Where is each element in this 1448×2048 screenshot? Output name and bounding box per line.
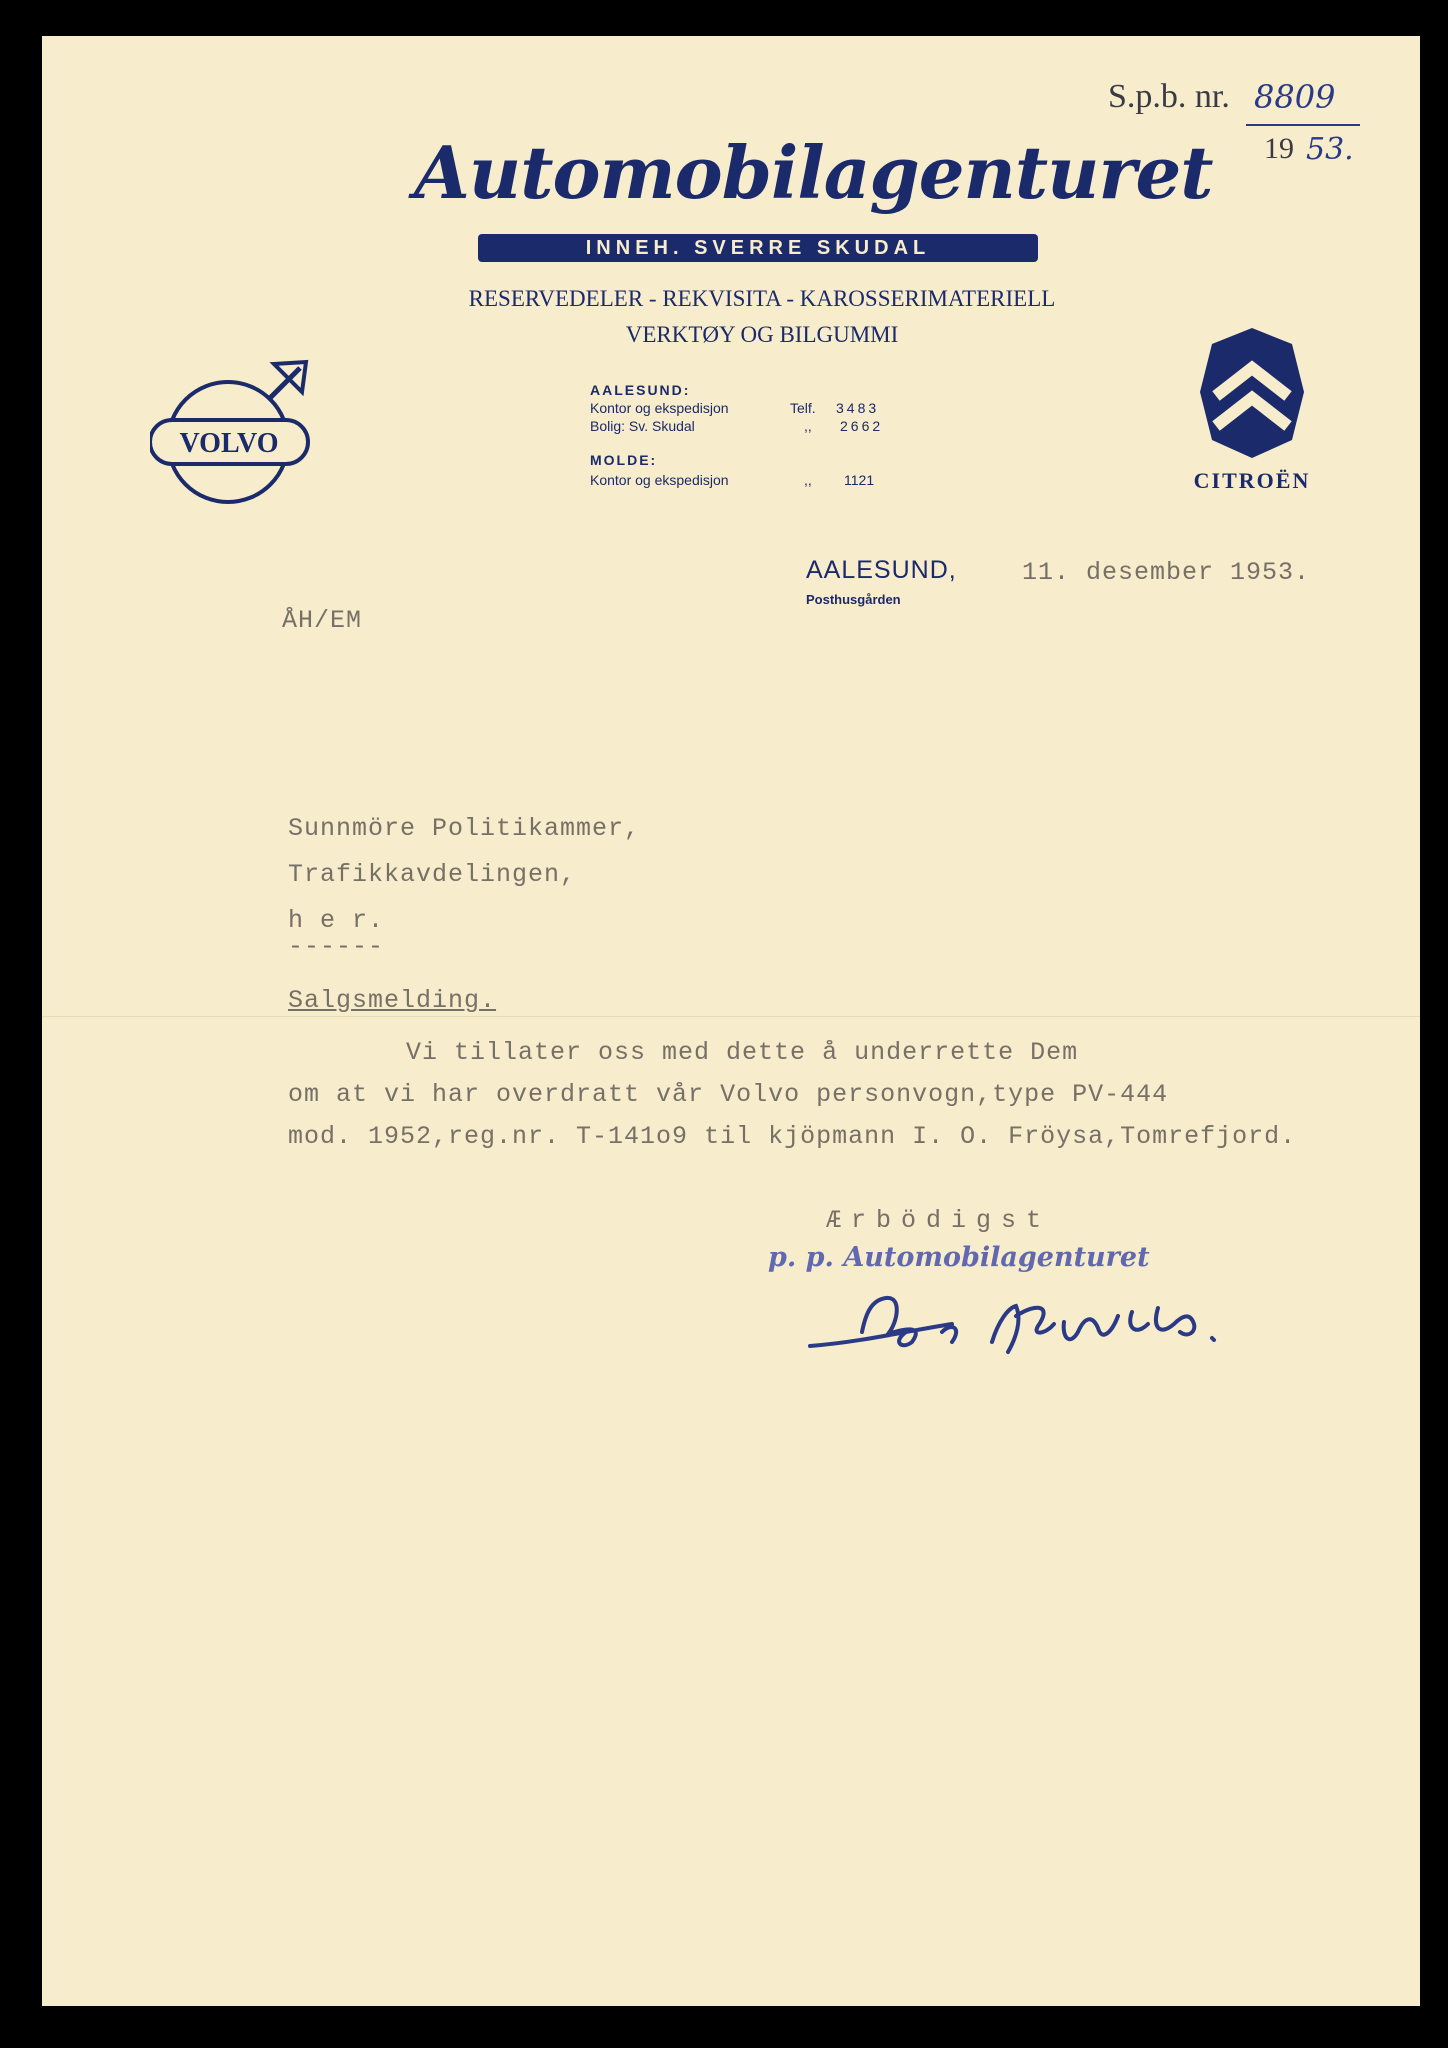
molde-label: MOLDE:: [590, 452, 658, 468]
contact-row-molde: [590, 472, 890, 488]
citroen-wordmark: CITROËN: [1193, 468, 1311, 493]
handwritten-signature: [802, 1272, 1262, 1382]
archive-year-prefix: 19: [1264, 132, 1294, 165]
recipient-line3: h e r.: [288, 906, 385, 935]
archive-label: S.p.b. nr.: [1108, 78, 1230, 115]
contact-home-tlf: ,,: [804, 418, 812, 434]
aalesund-label: AALESUND:: [590, 382, 691, 398]
archive-number: 8809: [1254, 78, 1336, 116]
recipient-rule: ------: [288, 932, 385, 961]
contact-molde-tlf: ,,: [804, 472, 812, 488]
contact-home-number: 2662: [840, 418, 884, 434]
body-line2: om at vi har overdratt vår Volvo personvogn,type PV-444: [288, 1080, 1169, 1109]
contact-office-name: Kontor og ekspedisjon: [590, 400, 729, 416]
company-logotype: Automobilagenturet: [414, 130, 1213, 215]
volvo-logo: [150, 356, 310, 516]
body-line1: Vi tillater oss med dette å underrette Dem: [406, 1038, 1079, 1067]
letter-page: [42, 36, 1420, 2006]
contact-office-tlf: Telf.: [790, 400, 816, 416]
letterhead-line2: VERKTØY OG BILGUMMI: [625, 322, 899, 347]
citroen-logo: [1182, 322, 1322, 502]
closing: Ærbödigst: [826, 1206, 1052, 1235]
reference-initials: ÅH/EM: [282, 606, 363, 635]
recipient-line1: Sunnmöre Politikammer,: [288, 814, 641, 843]
place-sub: Posthusgården: [806, 592, 901, 607]
place-city: AALESUND,: [806, 556, 957, 584]
contact-molde-name: Kontor og ekspedisjon: [590, 472, 729, 488]
contact-row-home: [590, 418, 890, 434]
subject-line: Salgsmelding.: [288, 986, 497, 1015]
citroen-chevron-icon: [1182, 322, 1322, 462]
archive-year-suffix: 53.: [1306, 132, 1354, 167]
body-line3: mod. 1952,reg.nr. T-141o9 til kjöpmann I. O. Fröysa,Tomrefjord.: [288, 1122, 1297, 1151]
contact-home-name: Bolig: Sv. Skudal: [590, 418, 695, 434]
contact-molde-number: 1121: [844, 472, 875, 488]
contact-office-number: 3483: [836, 400, 880, 416]
fold-line: [42, 1016, 1420, 1017]
archive-underline: [1246, 124, 1360, 126]
letterhead-line1: RESERVEDELER - REKVISITA - KAROSSERIMATERIELL: [468, 286, 1056, 311]
contact-row-office: [590, 400, 890, 416]
company-stamp: p. p. Automobilagenturet: [768, 1242, 1150, 1273]
recipient-line2: Trafikkavdelingen,: [288, 860, 577, 889]
letter-date: 11. desember 1953.: [1022, 558, 1311, 587]
owner-banner: INNEH. SVERRE SKUDAL: [478, 234, 1038, 262]
volvo-wordmark: VOLVO: [179, 428, 279, 459]
